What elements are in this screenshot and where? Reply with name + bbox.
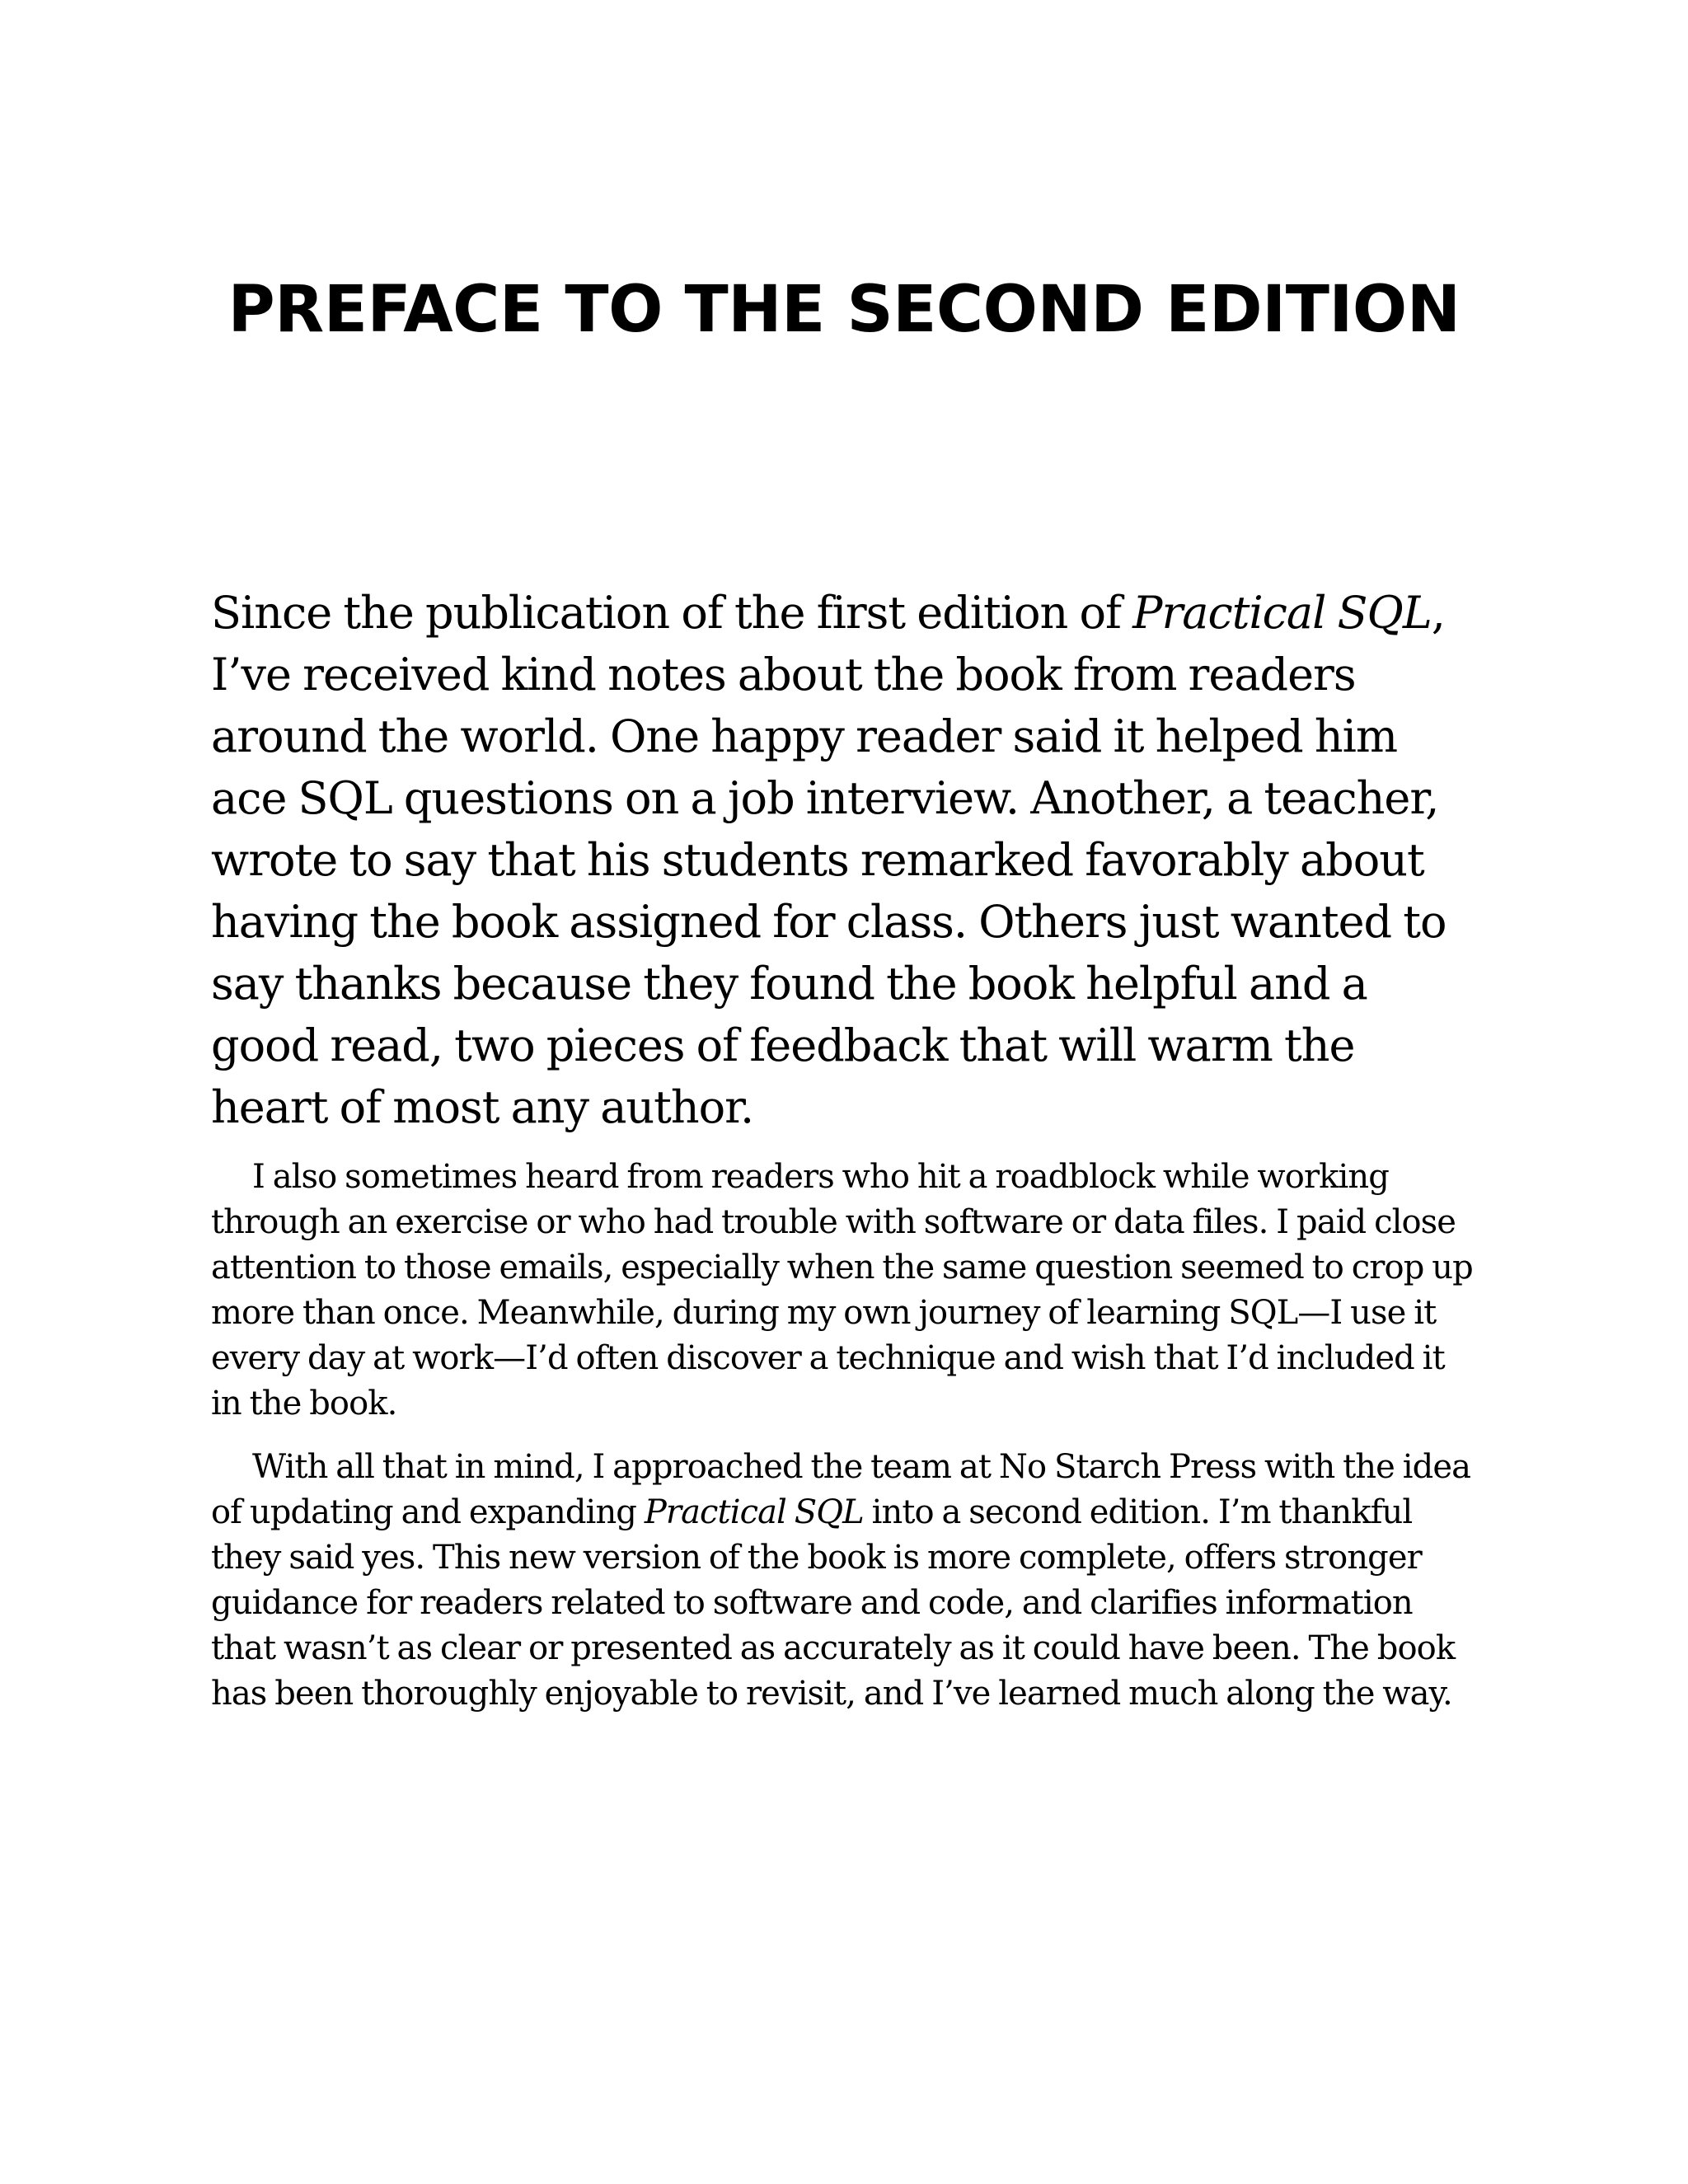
body-paragraph-3-text-end: into a second edition. I’m thankful they said yes. This new version of the book is more complete, offers stronger guidance for readers related to software and code, and clarifies information that wasn’t as clear or presented as accurately as it could have been. The book has been thoroughly enjoyable to revisit, and I’ve learned much along the way.: [211, 1493, 1456, 1713]
preface-body: [211, 582, 1477, 1735]
chapter-title: PREFACE TO THE SECOND EDITION: [227, 273, 1461, 347]
lead-paragraph-text-start: Since the publication of the first edition of: [211, 587, 1133, 639]
body-paragraph-2: I also sometimes heard from readers who hit a roadblock while working through an exercise or who had trouble with software or data files. I paid close attention to those emails, especially when the same question seemed to crop up more than once. Meanwhile, during my own journey of learning SQL—I use it every day at work—I’d often discover a technique and wish that I’d included it in the book.: [211, 1158, 1473, 1422]
book-title-italic: Practical SQL: [644, 1493, 864, 1531]
lead-paragraph: [211, 582, 1477, 1138]
lead-paragraph-text-end: , I’ve received kind notes about the book from readers around the world. One happy reader said it helped him ace SQL questions on a job interview. Another, a teacher, wrote to say that his students remarked favorably about having the book assigned for class. Others just wanted to say thanks because they found the book helpful and a good read, two pieces of feedback that will warm the heart of most any author.: [211, 587, 1447, 1133]
book-title-italic: Practical SQL: [1132, 587, 1432, 639]
body-paragraph-3-text-start: With all that in mind, I approached the team at No Starch Press with the idea of updating and expanding: [211, 1448, 1471, 1531]
body-paragraph-3: [211, 1445, 1477, 1717]
